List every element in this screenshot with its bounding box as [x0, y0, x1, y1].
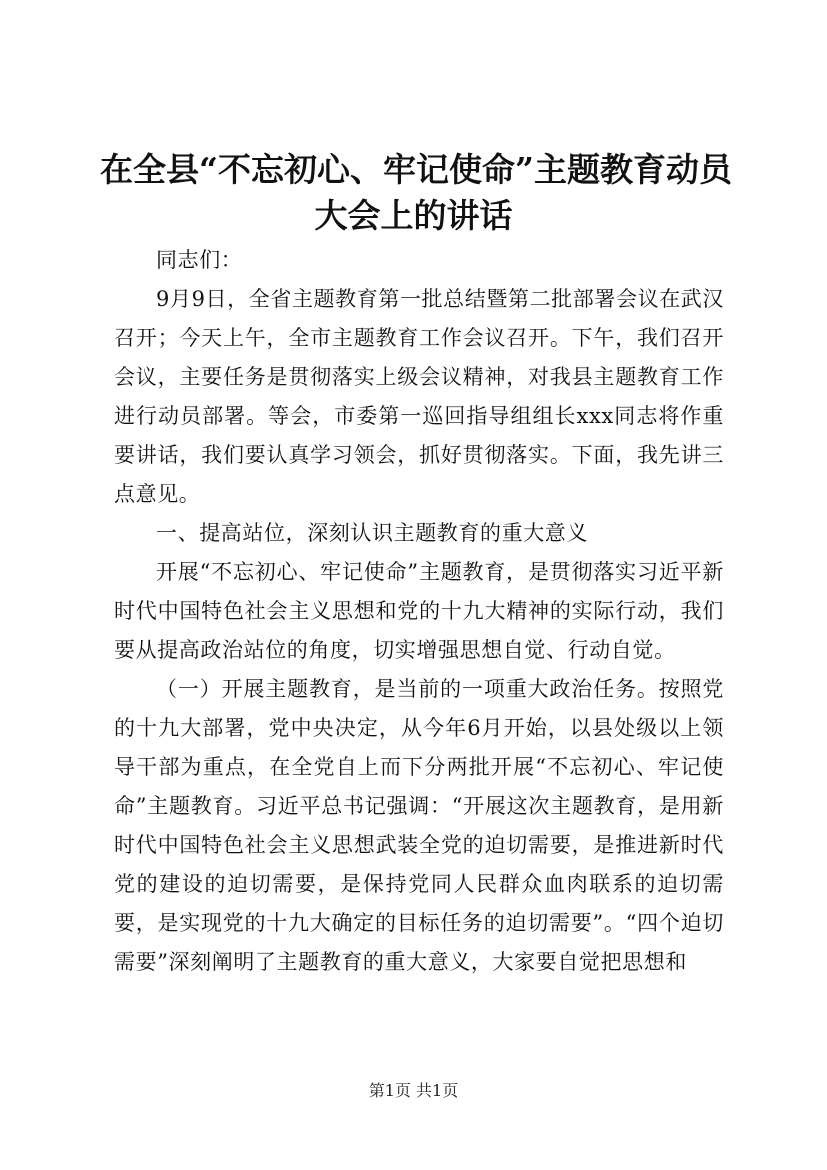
document-body	[114, 241, 724, 982]
page-footer: 第1页 共1页	[368, 1081, 459, 1100]
document-title-line1: 在全县“不忘初心、牢记使命”主题教育动员	[100, 150, 732, 189]
paragraph: （一）开展主题教育，是当前的一项重大政治任务。按照党的十九大部署，党中央决定，从今年6月开始，以县处级以上领导干部为重点，在全党自上而下分两批开展“不忘初心、牢记使命”主题教育。习近平总书记强调：“开展这次主题教育，是用新时代中国特色社会主义思想武装全党的迫切需要，是推进新时代党的建设的迫切需要，是保持党同人民群众血肉联系的迫切需要，是实现党的十九大确定的目标任务的迫切需要”。“四个迫切需要”深刻阐明了主题教育的重大意义，大家要自觉把思想和	[114, 677, 724, 974]
paragraph: 9月9日，全省主题教育第一批总结暨第二批部署会议在武汉召开；今天上午，全市主题教育工作会议召开。下午，我们召开会议，主要任务是贯彻落实上级会议精神，对我县主题教育工作进行动员部署。等会，市委第一巡回指导组组长xxx同志将作重要讲话，我们要认真学习领会，抓好贯彻落实。下面，我先讲三点意见。	[114, 287, 724, 506]
document-title-line2: 大会上的讲话	[314, 196, 513, 235]
greeting: 同志们：	[156, 248, 243, 272]
paragraph: 开展“不忘初心、牢记使命”主题教育，是贯彻落实习近平新时代中国特色社会主义思想和党的十九大精神的实际行动，我们要从提高政治站位的角度，切实增强思想自觉、行动自觉。	[114, 560, 724, 662]
section-heading: 一、提高站位，深刻认识主题教育的重大意义	[156, 521, 588, 545]
